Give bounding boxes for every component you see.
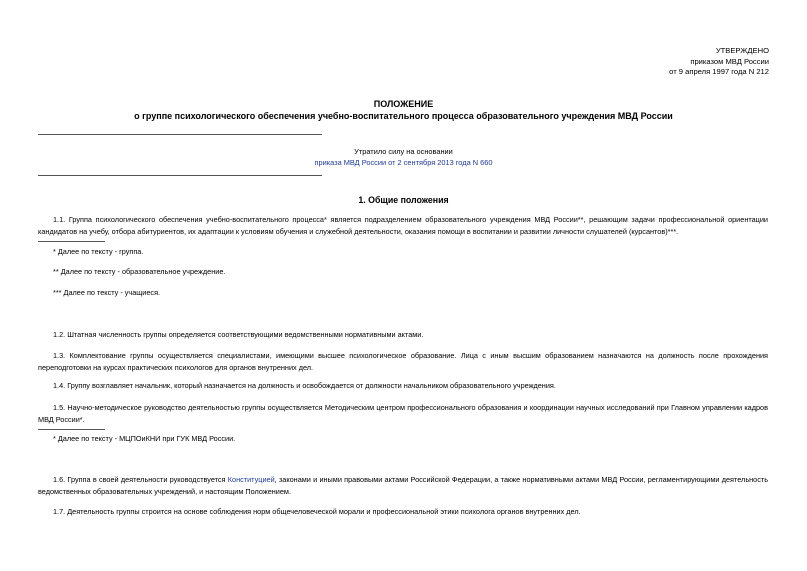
section-title-general: 1. Общие положения xyxy=(358,195,449,205)
approval-line-1: УТВЕРЖДЕНО xyxy=(715,46,769,55)
footnote-divider-2 xyxy=(38,429,105,430)
paragraph-1-6-text-end: , законами и иными правовыми актами Российской Федерации, а также нормативными актами МВД России, регламентирующими деятельность ведомственных образовательных учреждений, и настоящим Положением. xyxy=(38,475,769,496)
paragraph-1-2: 1.2. Штатная численность группы определяется соответствующими ведомственными нормативными актами. xyxy=(53,330,424,339)
approval-stamp xyxy=(669,46,769,78)
paragraph-1-5: 1.5. Научно-методическое руководство деятельностью группы осуществляется Методическим центром профессионального образования и координации научных исследований при Главном управлении кадров МВД России*. xyxy=(38,403,768,424)
footnote-3: *** Далее по тексту - учащиеся. xyxy=(53,288,161,297)
footnote-1: * Далее по тексту - группа. xyxy=(53,247,144,256)
footnote-2: ** Далее по тексту - образовательное учреждение. xyxy=(53,267,226,276)
footnote-divider-1 xyxy=(38,241,105,242)
approval-line-2: приказом МВД России xyxy=(690,56,769,66)
paragraph-1-6 xyxy=(38,474,768,497)
paragraph-1-6-text-start: 1.6. Группа в своей деятельности руководствуется xyxy=(53,475,228,484)
document-subtitle: о группе психологического обеспечения учебно-воспитательного процесса образовательного учреждения МВД России xyxy=(134,111,673,121)
document-title: ПОЛОЖЕНИЕ xyxy=(373,99,434,109)
repeal-order-link[interactable]: приказа МВД России от 2 сентября 2013 года N 660 xyxy=(314,158,493,167)
approval-line-3: от 9 апреля 1997 года N 212 xyxy=(669,67,769,77)
paragraph-1-4: 1.4. Группу возглавляет начальник, который назначается на должность и освобождается от должности начальником образовательного учреждения. xyxy=(53,381,556,390)
paragraph-1-3: 1.3. Комплектование группы осуществляется специалистами, имеющими высшее психологическое образование. Лица с иным высшим образованием назначаются на должность после прохождения переподготовки на курсах практических психологов для органов внутренних дел. xyxy=(38,351,768,372)
divider-top xyxy=(38,134,322,135)
paragraph-1-7: 1.7. Деятельность группы строится на основе соблюдения норм общечеловеческой морали и профессиональной этики психолога органов внутренних дел. xyxy=(53,507,581,516)
repeal-notice: Утратило силу на основании xyxy=(354,147,453,156)
constitution-link[interactable]: Конституцией xyxy=(227,475,275,484)
paragraph-1-1: 1.1. Группа психологического обеспечения учебно-воспитательного процесса* является подразделением образовательного учреждения МВД России**, решающим задачи профессиональной ориентации кандидатов на учебу, отбора абитуриентов, их адаптации к условиям обучения и служебной деятельности, оказания помощи в воспитании и развитии личности слушателей (курсантов)***. xyxy=(38,215,768,236)
footnote-4: * Далее по тексту - МЦПОиКНИ при ГУК МВД России. xyxy=(53,434,236,443)
divider-bottom xyxy=(38,175,322,176)
